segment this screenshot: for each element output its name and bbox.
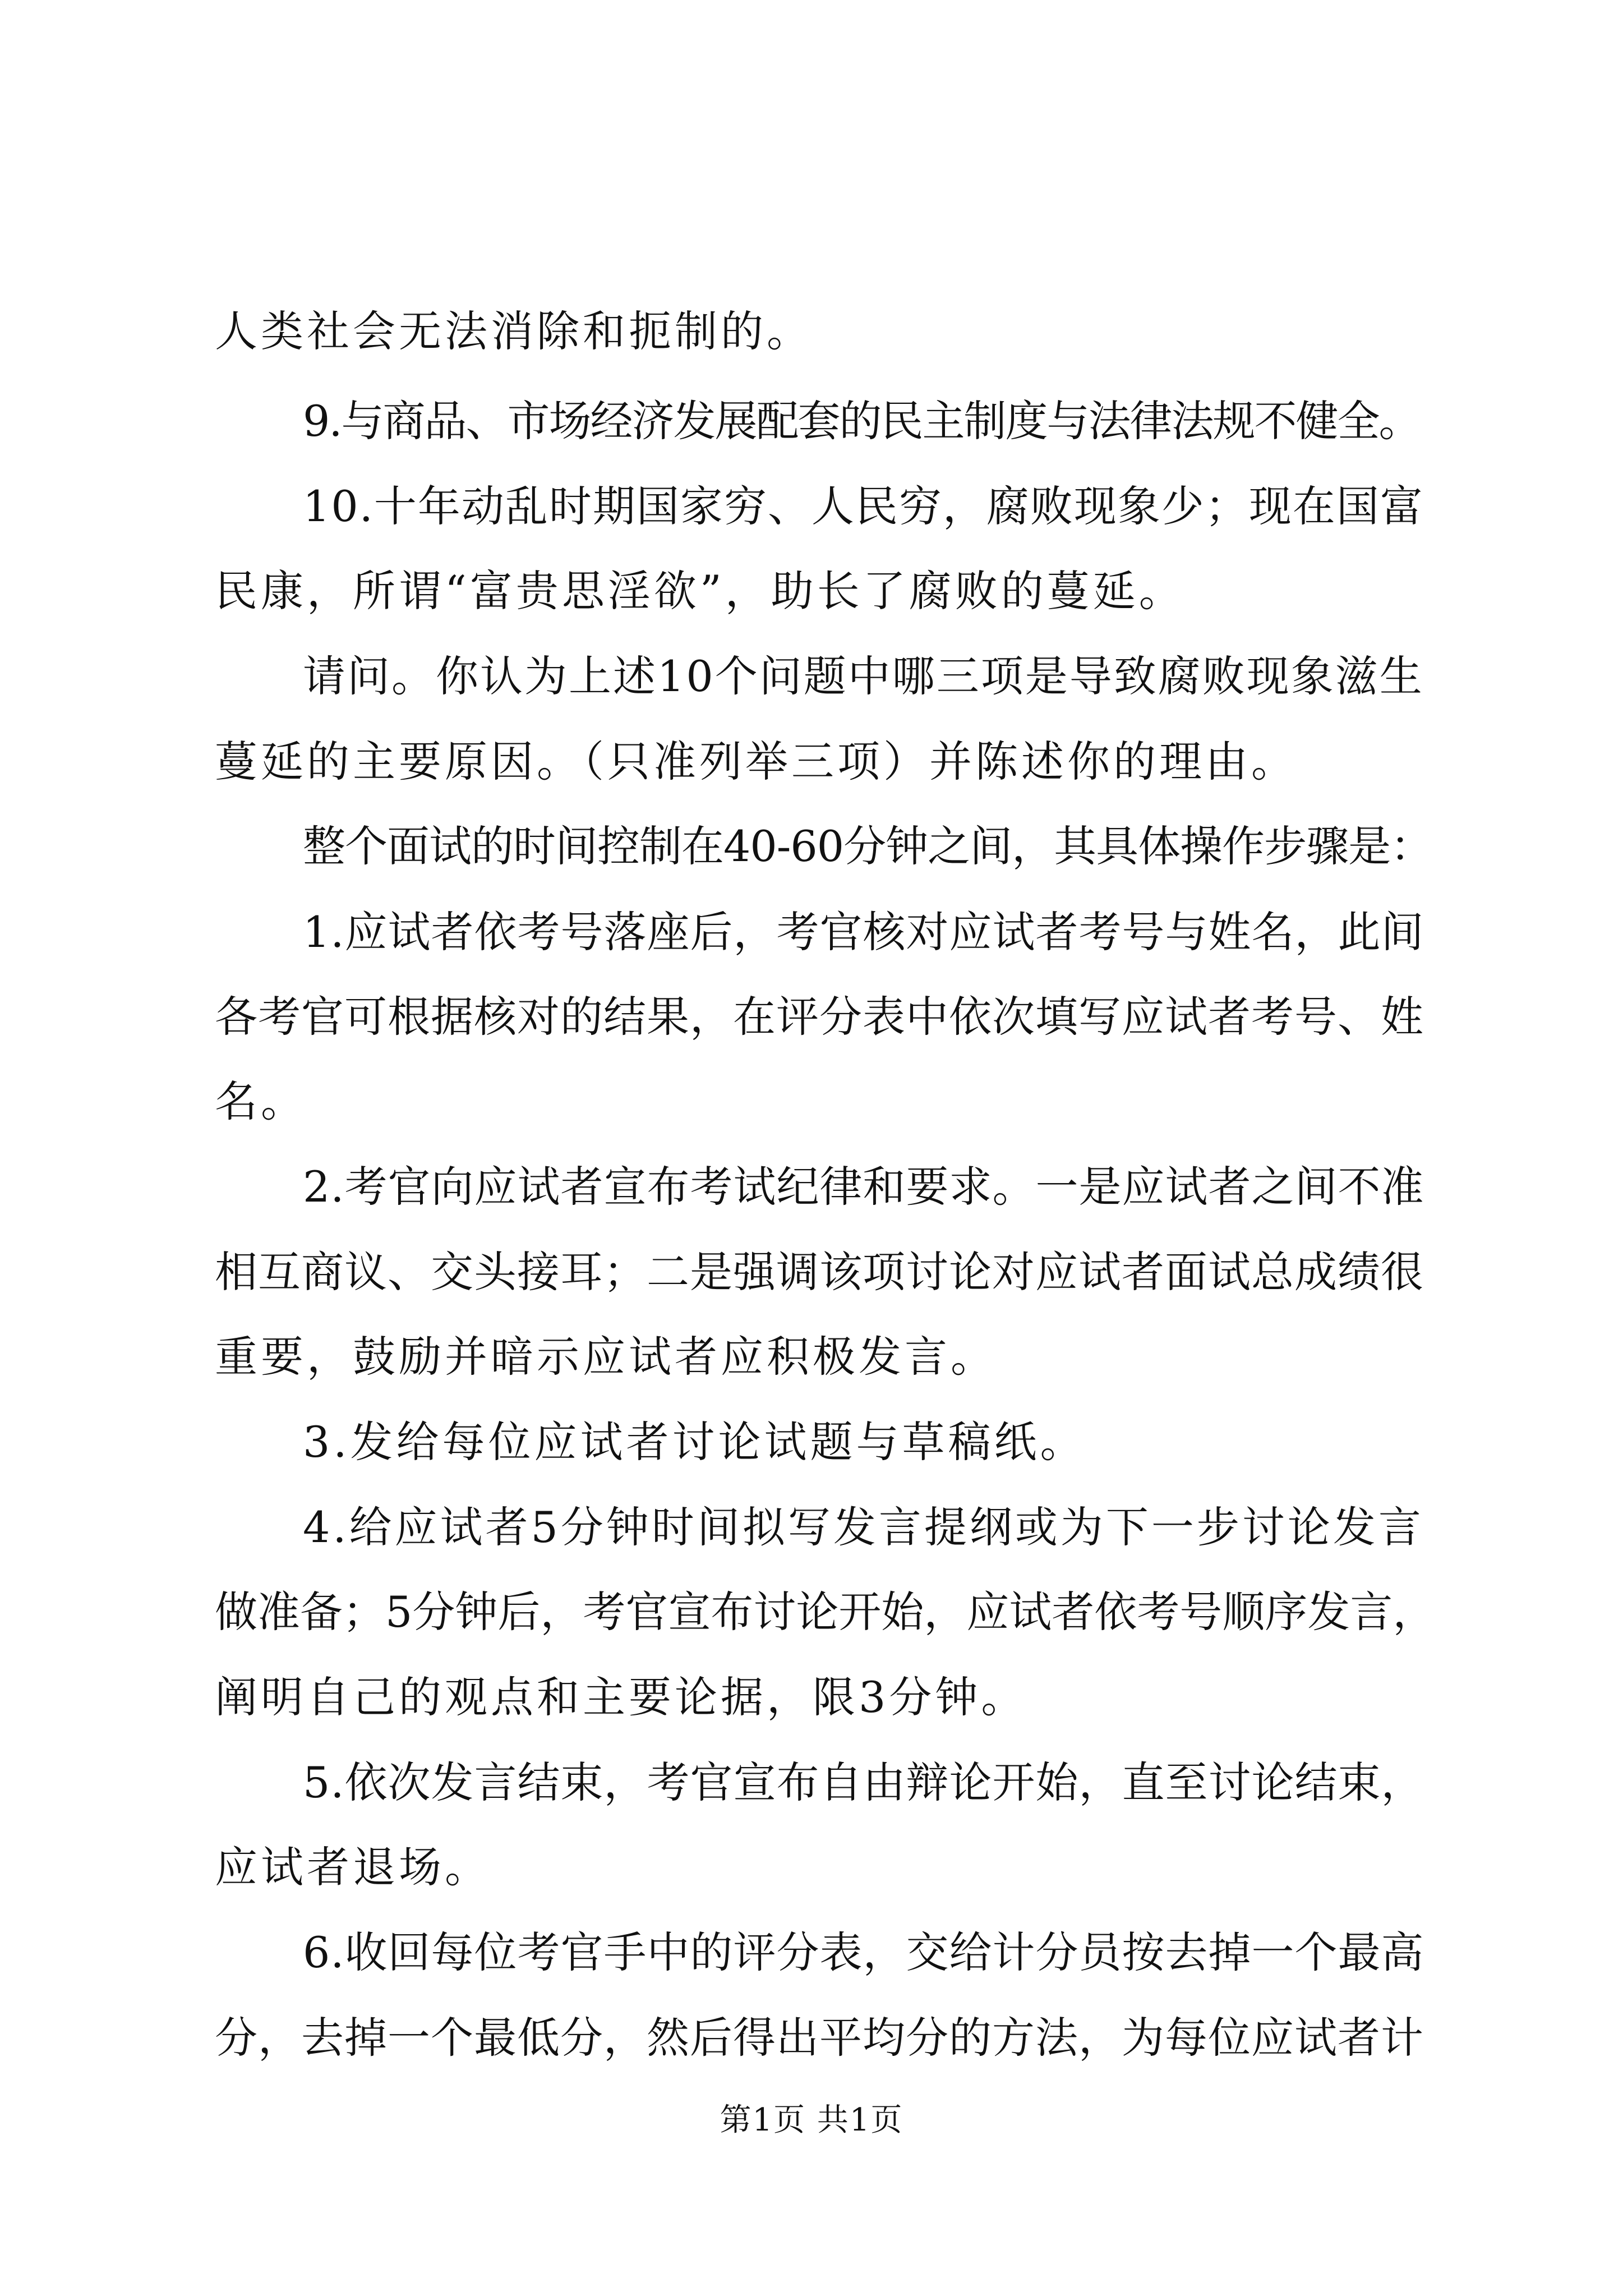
paragraph-line: 民康，所谓“富贵思淫欲”，助长了腐败的蔓延。 <box>215 566 1185 616</box>
paragraph-line: 10.十年动乱时期国家穷、人民穷，腐败现象少；现在国富 <box>303 481 1424 531</box>
paragraph-line: 分，去掉一个最低分，然后得出平均分的方法，为每位应试者计 <box>215 2013 1424 2063</box>
paragraph-line: 1.应试者依考号落座后，考官核对应试者考号与姓名，此间 <box>303 907 1424 957</box>
paragraph-line: 人类社会无法消除和扼制的。 <box>215 306 813 356</box>
paragraph-line: 做准备；5分钟后，考官宣布讨论开始，应试者依考号顺序发言， <box>215 1587 1436 1637</box>
paragraph-line: 整个面试的时间控制在40-60分钟之间，其具体操作步骤是： <box>303 821 1433 871</box>
paragraph-line: 6.收回每位考官手中的评分表，交给计分员按去掉一个最高 <box>303 1927 1424 1977</box>
paragraph-line: 阐明自己的观点和主要论据，限3分钟。 <box>215 1672 1027 1722</box>
page-footer: 第1页 共1页 <box>720 2102 903 2138</box>
paragraph-line: 蔓延的主要原因。（只准列举三项）并陈述你的理由。 <box>215 737 1297 786</box>
paragraph-line: 3.发给每位应试者讨论试题与草稿纸。 <box>303 1417 1086 1467</box>
paragraph-line: 相互商议、交头接耳；二是强调该项讨论对应试者面试总成绩很 <box>215 1247 1424 1297</box>
paragraph-line: 2.考官向应试者宣布考试纪律和要求。一是应试者之间不准 <box>303 1162 1424 1212</box>
paragraph-line: 应试者退场。 <box>215 1842 491 1892</box>
paragraph-line: 请问。你认为上述10个问题中哪三项是导致腐败现象滋生 <box>303 651 1424 701</box>
paragraph-line: 名。 <box>215 1076 307 1126</box>
paragraph-line: 4.给应试者5分钟时间拟写发言提纲或为下一步讨论发言 <box>303 1502 1424 1552</box>
paragraph-line: 9.与商品、市场经济发展配套的民主制度与法律法规不健全。 <box>303 396 1421 446</box>
paragraph-line: 各考官可根据核对的结果，在评分表中依次填写应试者考号、姓 <box>215 992 1424 1042</box>
paragraph-line: 5.依次发言结束，考官宣布自由辩论开始，直至讨论结束， <box>303 1757 1424 1807</box>
paragraph-line: 重要，鼓励并暗示应试者应积极发言。 <box>215 1332 997 1382</box>
